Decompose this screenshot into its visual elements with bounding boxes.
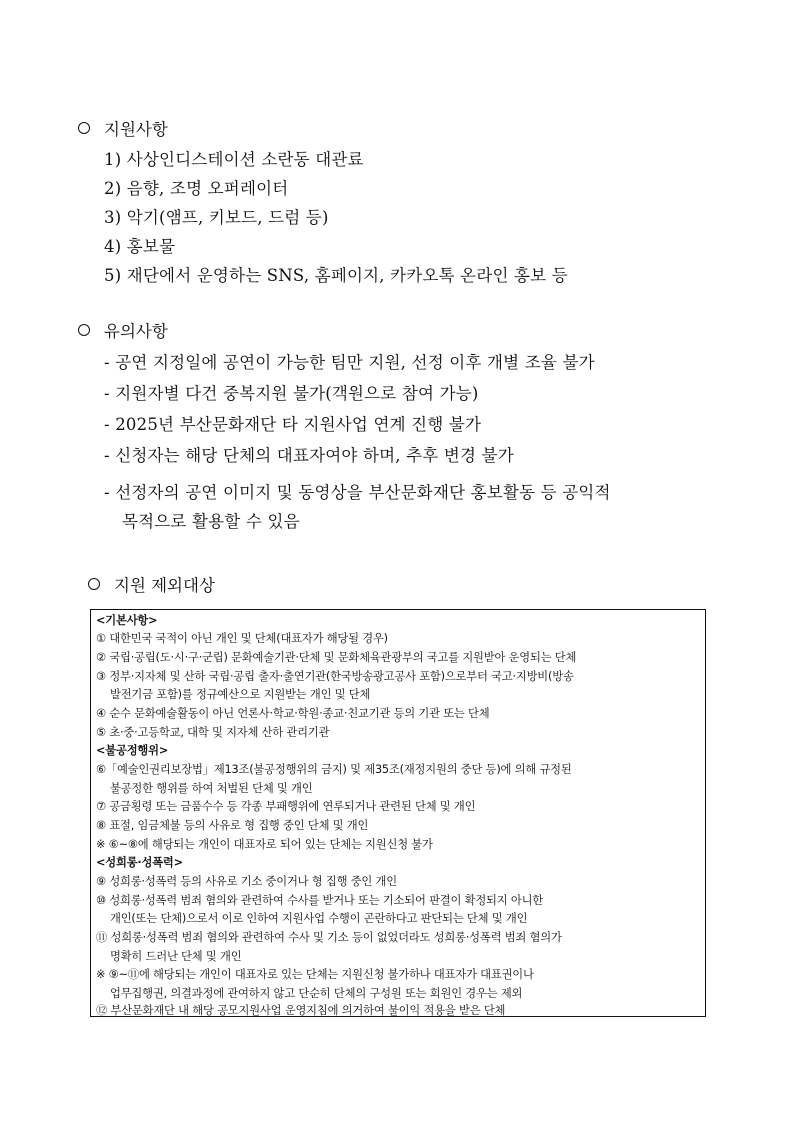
exclusion-note: ※ ⑨~⑪에 해당되는 개인이 대표자로 있는 단체는 지원신청 불가하나 대표자가 대표권이나 bbox=[96, 968, 534, 981]
exclusion-category-heading: <성희롱·성폭력> bbox=[96, 856, 183, 869]
exclusion-line: ⑪ 성희롱·성폭력 범죄 혐의와 관련하여 수사 및 기소 등이 없었더라도 성희롱·성폭력 범죄 혐의가 bbox=[96, 931, 562, 944]
notes-item: - 지원자별 다건 중복지원 불가(객원으로 참여 가능) bbox=[104, 384, 479, 403]
circle-bullet-icon bbox=[88, 578, 100, 590]
exclusion-line: ⑨ 성희롱·성폭력 등의 사유로 기소 중이거나 형 집행 중인 개인 bbox=[96, 875, 397, 888]
notes-item: - 공연 지정일에 공연이 가능한 팀만 지원, 선정 이후 개별 조율 불가 bbox=[104, 353, 595, 372]
exclusion-line: 명확히 드러난 단체 및 개인 bbox=[110, 950, 242, 963]
notes-item: - 신청자는 해당 단체의 대표자여야 하며, 추후 변경 불가 bbox=[104, 446, 514, 465]
exclusion-line: ⑧ 표절, 임금체불 등의 사유로 형 집행 중인 단체 및 개인 bbox=[96, 819, 369, 832]
support-section-heading bbox=[78, 116, 168, 140]
support-item: 3) 악기(앰프, 키보드, 드럼 등) bbox=[104, 208, 329, 227]
exclusion-line: ⑤ 초·중·고등학교, 대학 및 지자체 산하 관리기관 bbox=[96, 726, 330, 739]
exclusion-line: ④ 순수 문화예술활동이 아닌 언론사·학교·학원·종교·친교기관 등의 기관 또는 단체 bbox=[96, 707, 490, 720]
notes-section-heading bbox=[78, 318, 168, 342]
exclusion-note: ※ ⑥~⑧에 해당되는 개인이 대표자로 되어 있는 단체는 지원신청 불가 bbox=[96, 838, 433, 851]
circle-bullet-icon bbox=[78, 122, 90, 134]
exclusion-line: ⑫ 부산문화재단 내 해당 공모지원사업 운영지침에 의거하여 불이익 적용을 받은 단체 bbox=[96, 1004, 506, 1017]
notes-item: - 2025년 부산문화재단 타 지원사업 연계 진행 불가 bbox=[104, 415, 482, 434]
notes-title: 유의사항 bbox=[104, 322, 168, 341]
exclusion-line: 개인(또는 단체)으로서 이로 인하여 지원사업 수행이 곤란하다고 판단되는 단체 및 개인 bbox=[110, 912, 528, 925]
exclusion-line: ⑦ 공금횡령 또는 금품수수 등 각종 부패행위에 연루되거나 관련된 단체 및 개인 bbox=[96, 800, 476, 813]
exclusion-title: 지원 제외대상 bbox=[114, 576, 215, 595]
circle-bullet-icon bbox=[78, 324, 90, 336]
notes-item: - 선정자의 공연 이미지 및 동영상을 부산문화재단 홍보활동 등 공익적 bbox=[104, 483, 611, 502]
exclusion-line: ② 국립·공립(도·시·구·군립) 문화예술기관·단체 및 문화체육관광부의 국고를 지원받아 운영되는 단체 bbox=[96, 651, 577, 664]
exclusion-category-heading: <불공정행위> bbox=[96, 744, 169, 757]
support-item: 1) 사상인디스테이션 소란동 대관료 bbox=[104, 150, 364, 169]
support-title: 지원사항 bbox=[104, 120, 168, 139]
support-item: 5) 재단에서 운영하는 SNS, 홈페이지, 카카오톡 온라인 홍보 등 bbox=[104, 266, 568, 285]
exclusion-line: ③ 정부·지자체 및 산하 국립·공립 출자·출연기관(한국방송광고공사 포함)으로부터 국고·지방비(방송 bbox=[96, 670, 574, 683]
exclusion-line: 발전기금 포함)를 정규예산으로 지원받는 개인 및 단체 bbox=[110, 688, 371, 701]
exclusion-line: ① 대한민국 국적이 아닌 개인 및 단체(대표자가 해당될 경우) bbox=[96, 632, 388, 645]
exclusion-category-heading: <기본사항> bbox=[96, 614, 158, 627]
support-item: 2) 음향, 조명 오퍼레이터 bbox=[104, 179, 289, 198]
exclusion-section-heading bbox=[88, 572, 215, 596]
exclusion-line: ⑥「예술인권리보장법」제13조(불공정행위의 금지) 및 제35조(재정지원의 중단 등)에 의해 규정된 bbox=[96, 763, 572, 776]
exclusion-note: 업무집행권, 의결과정에 관여하지 않고 단순히 단체의 구성원 또는 회원인 경우는 제외 bbox=[110, 987, 523, 1000]
notes-item-continuation: 목적으로 활용할 수 있음 bbox=[122, 512, 300, 531]
exclusion-line: ⑩ 성희롱·성폭력 범죄 혐의와 관련하여 수사를 받거나 또는 기소되어 판결이 확정되지 아니한 bbox=[96, 894, 543, 907]
exclusion-table bbox=[90, 609, 706, 1017]
exclusion-line: 불공정한 행위를 하여 처벌된 단체 및 개인 bbox=[110, 782, 313, 795]
support-item: 4) 홍보물 bbox=[104, 237, 176, 256]
